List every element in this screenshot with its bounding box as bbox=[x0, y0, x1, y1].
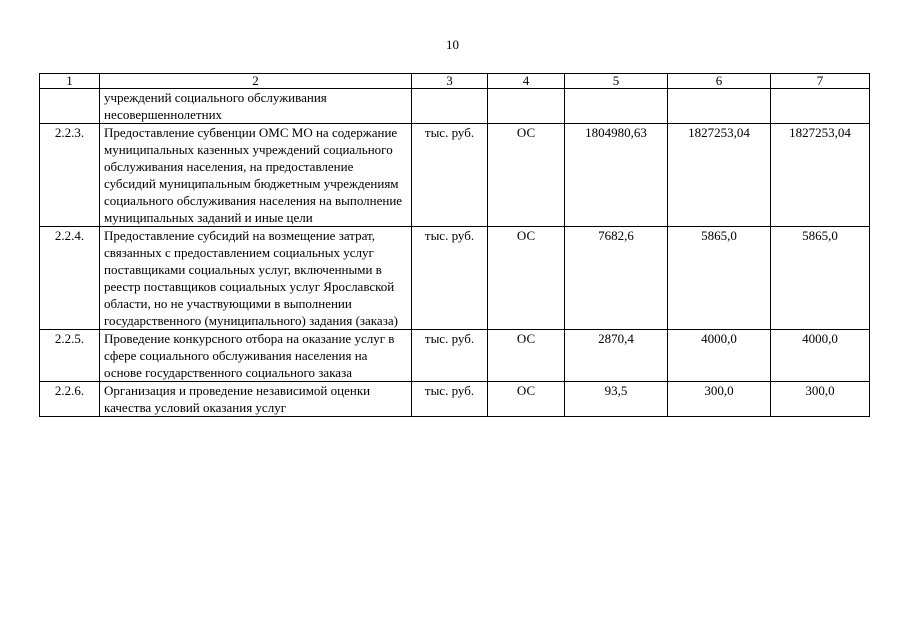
column-header-6: 6 bbox=[668, 74, 771, 89]
row-value-5: 93,5 bbox=[565, 382, 668, 417]
row-unit: тыс. руб. bbox=[412, 124, 488, 227]
column-header-7: 7 bbox=[771, 74, 870, 89]
row-unit: тыс. руб. bbox=[412, 382, 488, 417]
row-value-5: 2870,4 bbox=[565, 330, 668, 382]
row-code: 2.2.4. bbox=[40, 227, 100, 330]
row-name: Проведение конкурсного отбора на оказание услуг в сфере социального обслуживания населения на основе государственного социального заказа bbox=[100, 330, 412, 382]
row-value-6: 4000,0 bbox=[668, 330, 771, 382]
table-row bbox=[40, 89, 870, 124]
row-value-7: 4000,0 bbox=[771, 330, 870, 382]
column-header-1: 1 bbox=[40, 74, 100, 89]
row-value-6: 5865,0 bbox=[668, 227, 771, 330]
row-code bbox=[40, 89, 100, 124]
row-source: ОС bbox=[488, 227, 565, 330]
table-row bbox=[40, 330, 870, 382]
row-name: учреждений социального обслуживания несовершеннолетних bbox=[100, 89, 412, 124]
column-header-3: 3 bbox=[412, 74, 488, 89]
column-header-2: 2 bbox=[100, 74, 412, 89]
row-value-7: 1827253,04 bbox=[771, 124, 870, 227]
row-source: ОС bbox=[488, 124, 565, 227]
row-value-7: 5865,0 bbox=[771, 227, 870, 330]
table-row bbox=[40, 124, 870, 227]
row-name: Предоставление субвенции ОМС МО на содержание муниципальных казенных учреждений социального обслуживания населения, на предоставление субсидий муниципальным бюджетным учреждениям социального обслуживания населения на выполнение муниципальных заданий и иные цели bbox=[100, 124, 412, 227]
row-code: 2.2.5. bbox=[40, 330, 100, 382]
row-code: 2.2.3. bbox=[40, 124, 100, 227]
table-row bbox=[40, 227, 870, 330]
table-row bbox=[40, 382, 870, 417]
row-value-7: 300,0 bbox=[771, 382, 870, 417]
program-table bbox=[39, 73, 870, 417]
row-name: Предоставление субсидий на возмещение затрат, связанных с предоставлением социальных услуг поставщиками социальных услуг, включенными в реестр поставщиков социальных услуг Ярославской области, но не участвующими в выполнении государственного (муниципального) задания (заказа) bbox=[100, 227, 412, 330]
column-header-5: 5 bbox=[565, 74, 668, 89]
row-value-5: 1804980,63 bbox=[565, 124, 668, 227]
row-value-6 bbox=[668, 89, 771, 124]
page-number: 10 bbox=[446, 37, 459, 52]
row-source bbox=[488, 89, 565, 124]
row-value-5: 7682,6 bbox=[565, 227, 668, 330]
row-value-7 bbox=[771, 89, 870, 124]
row-code: 2.2.6. bbox=[40, 382, 100, 417]
row-source: ОС bbox=[488, 330, 565, 382]
row-unit: тыс. руб. bbox=[412, 227, 488, 330]
row-value-6: 300,0 bbox=[668, 382, 771, 417]
header-row bbox=[40, 74, 870, 89]
row-unit bbox=[412, 89, 488, 124]
row-name: Организация и проведение независимой оценки качества условий оказания услуг bbox=[100, 382, 412, 417]
row-source: ОС bbox=[488, 382, 565, 417]
column-header-4: 4 bbox=[488, 74, 565, 89]
row-unit: тыс. руб. bbox=[412, 330, 488, 382]
row-value-5 bbox=[565, 89, 668, 124]
row-value-6: 1827253,04 bbox=[668, 124, 771, 227]
